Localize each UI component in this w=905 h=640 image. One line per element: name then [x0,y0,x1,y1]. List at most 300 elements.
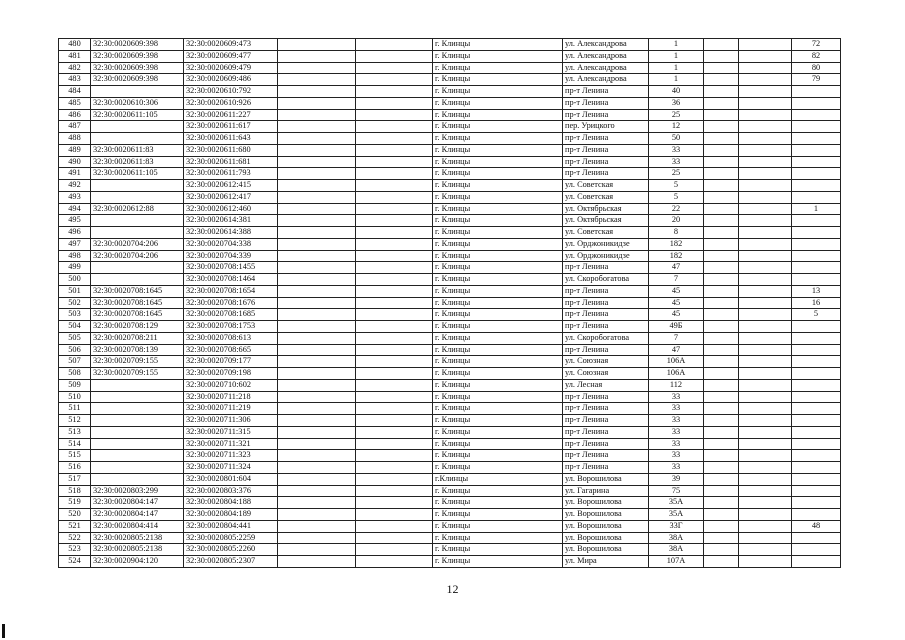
source-parcel-cell: 32:30:0020609:398 [91,50,184,62]
source-parcel-cell: 32:30:0020611:105 [91,109,184,121]
house-number-cell: 75 [649,485,704,497]
city-cell: г. Клинцы [433,356,563,368]
apartment-cell [792,156,841,168]
row-number-cell: 506 [59,344,91,356]
empty-cell [278,403,356,415]
empty-cell [356,97,433,109]
table-row [59,133,841,145]
empty-cell [356,532,433,544]
street-cell: пр-т Ленина [563,86,649,98]
city-cell: г. Клинцы [433,450,563,462]
cadastral-number-cell: 32:30:0020711:219 [184,403,278,415]
street-cell: ул. Ворошилова [563,532,649,544]
empty-cell [704,156,739,168]
row-number-cell: 497 [59,238,91,250]
empty-cell [278,97,356,109]
street-cell: ул. Октябрьская [563,203,649,215]
street-cell: пр-т Ленина [563,168,649,180]
apartment-cell [792,227,841,239]
table-row [59,426,841,438]
empty-cell [278,356,356,368]
empty-cell [278,121,356,133]
street-cell: ул. Ворошилова [563,497,649,509]
street-cell: ул. Ворошилова [563,509,649,521]
empty-cell [739,238,792,250]
empty-cell [704,556,739,568]
source-parcel-cell: 32:30:0020609:398 [91,62,184,74]
empty-cell [356,391,433,403]
cadastral-number-cell: 32:30:0020614:381 [184,215,278,227]
city-cell: г. Клинцы [433,274,563,286]
street-cell: пр-т Ленина [563,403,649,415]
source-parcel-cell: 32:30:0020708:1645 [91,297,184,309]
street-cell: пр-т Ленина [563,344,649,356]
table-row [59,497,841,509]
empty-cell [356,238,433,250]
house-number-cell: 182 [649,250,704,262]
empty-cell [704,215,739,227]
source-parcel-cell: 32:30:0020805:2138 [91,544,184,556]
source-parcel-cell [91,426,184,438]
table-row [59,191,841,203]
street-cell: пр-т Ленина [563,109,649,121]
empty-cell [739,62,792,74]
empty-cell [278,497,356,509]
house-number-cell: 49Б [649,321,704,333]
empty-cell [704,274,739,286]
row-number-cell: 509 [59,379,91,391]
empty-cell [739,532,792,544]
table-row [59,250,841,262]
source-parcel-cell: 32:30:0020708:139 [91,344,184,356]
empty-cell [356,285,433,297]
empty-cell [356,62,433,74]
cadastral-number-cell: 32:30:0020708:1464 [184,274,278,286]
cadastral-number-cell: 32:30:0020611:617 [184,121,278,133]
row-number-cell: 484 [59,86,91,98]
table-row [59,520,841,532]
apartment-cell: 79 [792,74,841,86]
cadastral-number-cell: 32:30:0020611:793 [184,168,278,180]
empty-cell [278,544,356,556]
row-number-cell: 486 [59,109,91,121]
house-number-cell: 5 [649,180,704,192]
empty-cell [278,450,356,462]
street-cell: пр-т Ленина [563,462,649,474]
table-row [59,356,841,368]
apartment-cell [792,391,841,403]
empty-cell [739,86,792,98]
cadastral-number-cell: 32:30:0020711:306 [184,415,278,427]
empty-cell [739,473,792,485]
cadastral-number-cell: 32:30:0020614:388 [184,227,278,239]
row-number-cell: 514 [59,438,91,450]
row-number-cell: 520 [59,509,91,521]
apartment-cell [792,215,841,227]
source-parcel-cell [91,450,184,462]
empty-cell [739,403,792,415]
city-cell: г. Клинцы [433,133,563,145]
empty-cell [739,133,792,145]
street-cell: ул. Советская [563,191,649,203]
apartment-cell [792,274,841,286]
apartment-cell [792,473,841,485]
apartment-cell [792,544,841,556]
street-cell: ул. Гагарина [563,485,649,497]
table-row [59,485,841,497]
empty-cell [704,62,739,74]
table-row [59,121,841,133]
city-cell: г. Клинцы [433,227,563,239]
row-number-cell: 507 [59,356,91,368]
house-number-cell: 47 [649,344,704,356]
cadastral-number-cell: 32:30:0020612:415 [184,180,278,192]
apartment-cell [792,238,841,250]
empty-cell [278,39,356,51]
cadastral-number-cell: 32:30:0020609:479 [184,62,278,74]
empty-cell [704,109,739,121]
source-parcel-cell: 32:30:0020709:155 [91,368,184,380]
cadastral-number-cell: 32:30:0020804:188 [184,497,278,509]
empty-cell [739,109,792,121]
table-row [59,168,841,180]
row-number-cell: 510 [59,391,91,403]
house-number-cell: 38А [649,532,704,544]
street-cell: ул. Орджоникидзе [563,238,649,250]
house-number-cell: 22 [649,203,704,215]
city-cell: г. Клинцы [433,203,563,215]
empty-cell [704,473,739,485]
empty-cell [704,39,739,51]
empty-cell [704,438,739,450]
city-cell: г.Клинцы [433,473,563,485]
city-cell: г. Клинцы [433,379,563,391]
empty-cell [739,321,792,333]
row-number-cell: 524 [59,556,91,568]
row-number-cell: 504 [59,321,91,333]
empty-cell [278,344,356,356]
table-row [59,321,841,333]
table-row [59,203,841,215]
city-cell: г. Клинцы [433,509,563,521]
row-number-cell: 496 [59,227,91,239]
row-number-cell: 489 [59,144,91,156]
empty-cell [356,544,433,556]
city-cell: г. Клинцы [433,497,563,509]
cadastral-number-cell: 32:30:0020611:227 [184,109,278,121]
house-number-cell: 33Г [649,520,704,532]
street-cell: пр-т Ленина [563,297,649,309]
house-number-cell: 1 [649,74,704,86]
street-cell: ул. Мира [563,556,649,568]
empty-cell [704,415,739,427]
house-number-cell: 36 [649,97,704,109]
empty-cell [356,74,433,86]
source-parcel-cell [91,133,184,145]
row-number-cell: 516 [59,462,91,474]
street-cell: пр-т Ленина [563,321,649,333]
empty-cell [278,250,356,262]
empty-cell [704,403,739,415]
empty-cell [739,544,792,556]
table-row [59,509,841,521]
street-cell: пр-т Ленина [563,309,649,321]
registry-table [58,38,841,568]
apartment-cell [792,121,841,133]
cadastral-number-cell: 32:30:0020805:2307 [184,556,278,568]
city-cell: г. Клинцы [433,180,563,192]
empty-cell [739,556,792,568]
street-cell: ул. Ворошилова [563,544,649,556]
street-cell: ул. Советская [563,227,649,239]
cadastral-number-cell: 32:30:0020709:177 [184,356,278,368]
cadastral-number-cell: 32:30:0020804:441 [184,520,278,532]
empty-cell [739,368,792,380]
apartment-cell [792,356,841,368]
empty-cell [278,379,356,391]
row-number-cell: 485 [59,97,91,109]
empty-cell [278,473,356,485]
empty-cell [278,227,356,239]
source-parcel-cell: 32:30:0020611:83 [91,144,184,156]
empty-cell [278,321,356,333]
city-cell: г. Клинцы [433,344,563,356]
city-cell: г. Клинцы [433,556,563,568]
source-parcel-cell: 32:30:0020611:105 [91,168,184,180]
source-parcel-cell [91,415,184,427]
empty-cell [704,497,739,509]
row-number-cell: 480 [59,39,91,51]
street-cell: ул. Александрова [563,39,649,51]
empty-cell [278,556,356,568]
row-number-cell: 505 [59,332,91,344]
table-row [59,262,841,274]
city-cell: г. Клинцы [433,97,563,109]
apartment-cell [792,485,841,497]
house-number-cell: 50 [649,133,704,145]
source-parcel-cell: 32:30:0020709:155 [91,356,184,368]
apartment-cell [792,344,841,356]
apartment-cell [792,509,841,521]
apartment-cell [792,379,841,391]
empty-cell [278,368,356,380]
empty-cell [278,191,356,203]
row-number-cell: 491 [59,168,91,180]
house-number-cell: 35А [649,497,704,509]
empty-cell [356,309,433,321]
apartment-cell [792,86,841,98]
empty-cell [704,332,739,344]
house-number-cell: 1 [649,62,704,74]
source-parcel-cell [91,462,184,474]
empty-cell [739,450,792,462]
table-row [59,332,841,344]
house-number-cell: 40 [649,86,704,98]
empty-cell [739,297,792,309]
street-cell: ул. Александрова [563,62,649,74]
empty-cell [356,39,433,51]
cadastral-number-cell: 32:30:0020708:1676 [184,297,278,309]
empty-cell [739,285,792,297]
empty-cell [739,156,792,168]
empty-cell [739,497,792,509]
empty-cell [278,86,356,98]
row-number-cell: 523 [59,544,91,556]
empty-cell [704,379,739,391]
empty-cell [356,415,433,427]
city-cell: г. Клинцы [433,403,563,415]
apartment-cell [792,180,841,192]
street-cell: ул. Ворошилова [563,473,649,485]
empty-cell [704,297,739,309]
house-number-cell: 20 [649,215,704,227]
source-parcel-cell [91,191,184,203]
source-parcel-cell: 32:30:0020804:414 [91,520,184,532]
apartment-cell: 80 [792,62,841,74]
empty-cell [278,109,356,121]
table-row [59,39,841,51]
table-row [59,274,841,286]
apartment-cell [792,144,841,156]
street-cell: пр-т Ленина [563,97,649,109]
apartment-cell [792,403,841,415]
source-parcel-cell: 32:30:0020704:206 [91,238,184,250]
source-parcel-cell: 32:30:0020609:398 [91,74,184,86]
table-row [59,144,841,156]
row-number-cell: 508 [59,368,91,380]
city-cell: г. Клинцы [433,109,563,121]
empty-cell [356,121,433,133]
empty-cell [278,74,356,86]
table-row [59,379,841,391]
house-number-cell: 35А [649,509,704,521]
empty-cell [739,144,792,156]
empty-cell [356,168,433,180]
table-row [59,438,841,450]
empty-cell [739,274,792,286]
street-cell: ул. Советская [563,180,649,192]
empty-cell [739,262,792,274]
table-row [59,50,841,62]
empty-cell [278,238,356,250]
empty-cell [739,309,792,321]
empty-cell [356,203,433,215]
apartment-cell [792,321,841,333]
street-cell: пр-т Ленина [563,156,649,168]
source-parcel-cell [91,391,184,403]
source-parcel-cell [91,403,184,415]
empty-cell [704,250,739,262]
apartment-cell [792,191,841,203]
cadastral-number-cell: 32:30:0020710:602 [184,379,278,391]
table-row [59,473,841,485]
row-number-cell: 503 [59,309,91,321]
empty-cell [356,438,433,450]
empty-cell [356,133,433,145]
city-cell: г. Клинцы [433,391,563,403]
city-cell: г. Клинцы [433,238,563,250]
city-cell: г. Клинцы [433,544,563,556]
empty-cell [704,180,739,192]
empty-cell [356,215,433,227]
apartment-cell [792,426,841,438]
table-row [59,156,841,168]
page-number: 12 [446,582,459,596]
empty-cell [356,497,433,509]
empty-cell [739,180,792,192]
empty-cell [278,156,356,168]
cadastral-number-cell: 32:30:0020803:376 [184,485,278,497]
cadastral-number-cell: 32:30:0020711:315 [184,426,278,438]
street-cell: пер. Урицкого [563,121,649,133]
city-cell: г. Клинцы [433,309,563,321]
city-cell: г. Клинцы [433,39,563,51]
empty-cell [278,415,356,427]
house-number-cell: 1 [649,50,704,62]
table-row [59,109,841,121]
city-cell: г. Клинцы [433,86,563,98]
cadastral-number-cell: 32:30:0020709:198 [184,368,278,380]
empty-cell [704,426,739,438]
empty-cell [704,50,739,62]
city-cell: г. Клинцы [433,50,563,62]
row-number-cell: 493 [59,191,91,203]
cadastral-number-cell: 32:30:0020804:189 [184,509,278,521]
table-row [59,462,841,474]
city-cell: г. Клинцы [433,168,563,180]
row-number-cell: 487 [59,121,91,133]
cadastral-number-cell: 32:30:0020704:339 [184,250,278,262]
cadastral-number-cell: 32:30:0020610:926 [184,97,278,109]
apartment-cell [792,497,841,509]
empty-cell [278,144,356,156]
table-row [59,62,841,74]
source-parcel-cell [91,274,184,286]
empty-cell [278,532,356,544]
source-parcel-cell [91,438,184,450]
source-parcel-cell: 32:30:0020804:147 [91,509,184,521]
empty-cell [739,250,792,262]
row-number-cell: 519 [59,497,91,509]
table-row [59,215,841,227]
cadastral-number-cell: 32:30:0020610:792 [184,86,278,98]
empty-cell [739,462,792,474]
source-parcel-cell: 32:30:0020610:306 [91,97,184,109]
cadastral-number-cell: 32:30:0020708:665 [184,344,278,356]
empty-cell [278,168,356,180]
street-cell: ул. Скоробогатова [563,332,649,344]
house-number-cell: 7 [649,274,704,286]
house-number-cell: 25 [649,168,704,180]
city-cell: г. Клинцы [433,250,563,262]
empty-cell [278,203,356,215]
empty-cell [704,262,739,274]
empty-cell [356,180,433,192]
row-number-cell: 517 [59,473,91,485]
cadastral-number-cell: 32:30:0020611:681 [184,156,278,168]
empty-cell [704,391,739,403]
empty-cell [704,86,739,98]
empty-cell [356,356,433,368]
apartment-cell [792,450,841,462]
empty-cell [704,309,739,321]
source-parcel-cell: 32:30:0020708:211 [91,332,184,344]
cadastral-number-cell: 32:30:0020711:323 [184,450,278,462]
city-cell: г. Клинцы [433,368,563,380]
table-row [59,74,841,86]
table-row [59,238,841,250]
street-cell: пр-т Ленина [563,438,649,450]
